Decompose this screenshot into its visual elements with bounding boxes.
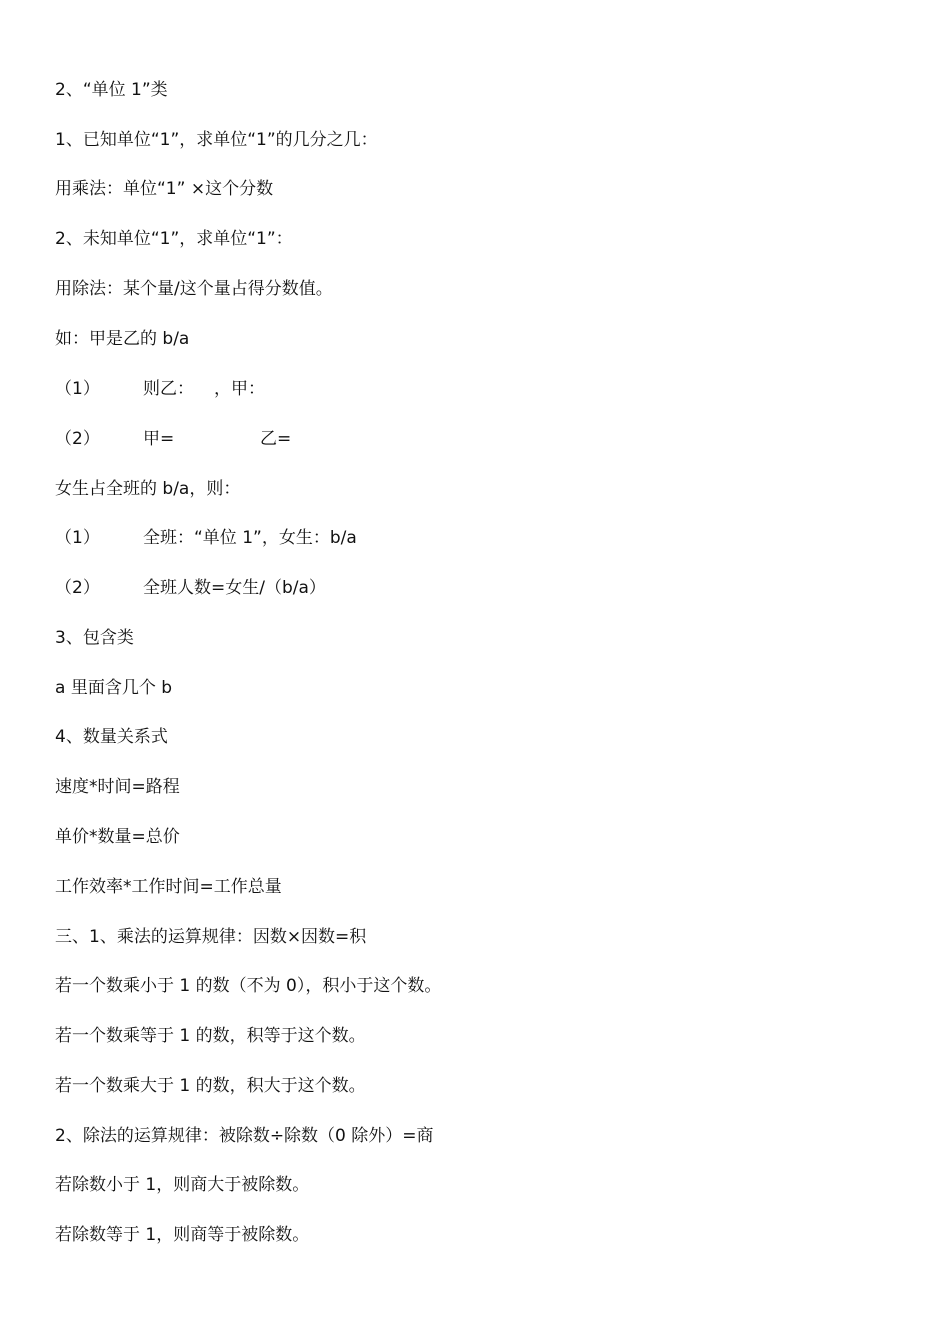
item-text: 全班人数=女生/（b/a） — [143, 578, 326, 598]
formula-work-efficiency — [55, 876, 282, 898]
multiplication-rule-greater-than-one — [55, 1075, 366, 1097]
line-text: 用乘法：单位“1” ×这个分数 — [55, 179, 274, 199]
section-heading-quantity-relations — [55, 726, 168, 748]
item-label: （1） — [55, 379, 100, 399]
section-heading-multiplication-rules — [55, 926, 366, 948]
line-text: 用除法：某个量/这个量占得分数值。 — [55, 279, 333, 299]
rule-use-division — [55, 278, 333, 300]
line-text: 2、除法的运算规律：被除数÷除数（0 除外）=商 — [55, 1126, 434, 1146]
item-text-part-1: 甲= — [143, 429, 175, 449]
line-text: 2、“单位 1”类 — [55, 80, 168, 100]
item-text: 全班：“单位 1”，女生：b/a — [143, 528, 357, 548]
containment-example — [55, 677, 172, 699]
line-text: 3、包含类 — [55, 628, 134, 648]
line-text: 若一个数乘大于 1 的数，积大于这个数。 — [55, 1076, 366, 1096]
rule-use-multiplication — [55, 178, 273, 200]
rule-unknown-unit-one — [55, 228, 293, 250]
rule-known-unit-one — [55, 129, 378, 151]
item-label: （2） — [55, 429, 100, 449]
example-intro — [55, 328, 189, 350]
line-text: 若除数等于 1，则商等于被除数。 — [55, 1225, 310, 1245]
line-text: a 里面含几个 b — [55, 678, 173, 698]
item-label: （1） — [55, 528, 100, 548]
line-text: 单价*数量=总价 — [55, 827, 180, 847]
section-heading-unit-one — [55, 79, 168, 101]
line-text: 若一个数乘等于 1 的数，积等于这个数。 — [55, 1026, 366, 1046]
line-text: 工作效率*工作时间=工作总量 — [55, 877, 282, 897]
item-label: （2） — [55, 578, 100, 598]
item-text-part-1: 则乙： — [143, 379, 194, 399]
item-text-part-2: ，甲： — [214, 379, 265, 399]
line-text: 4、数量关系式 — [55, 727, 168, 747]
section-heading-containment — [55, 627, 134, 649]
line-text: 三、1、乘法的运算规律：因数×因数=积 — [55, 927, 367, 947]
multiplication-rule-equal-one — [55, 1025, 366, 1047]
multiplication-rule-less-than-one — [55, 975, 441, 997]
formula-speed-time-distance — [55, 776, 180, 798]
item-text-part-2: 乙= — [260, 429, 292, 449]
example-girls-ratio — [55, 478, 240, 500]
line-text: 女生占全班的 b/a，则： — [55, 479, 241, 499]
line-text: 2、未知单位“1”，求单位“1”： — [55, 229, 293, 249]
line-text: 速度*时间=路程 — [55, 777, 180, 797]
line-text: 1、已知单位“1”，求单位“1”的几分之几： — [55, 130, 378, 150]
section-heading-division-rules — [55, 1125, 434, 1147]
line-text: 如：甲是乙的 b/a — [55, 329, 190, 349]
formula-price-quantity-total — [55, 826, 180, 848]
division-rule-less-than-one — [55, 1174, 309, 1196]
line-text: 若除数小于 1，则商大于被除数。 — [55, 1175, 310, 1195]
line-text: 若一个数乘小于 1 的数（不为 0），积小于这个数。 — [55, 976, 442, 996]
division-rule-equal-one — [55, 1224, 309, 1246]
